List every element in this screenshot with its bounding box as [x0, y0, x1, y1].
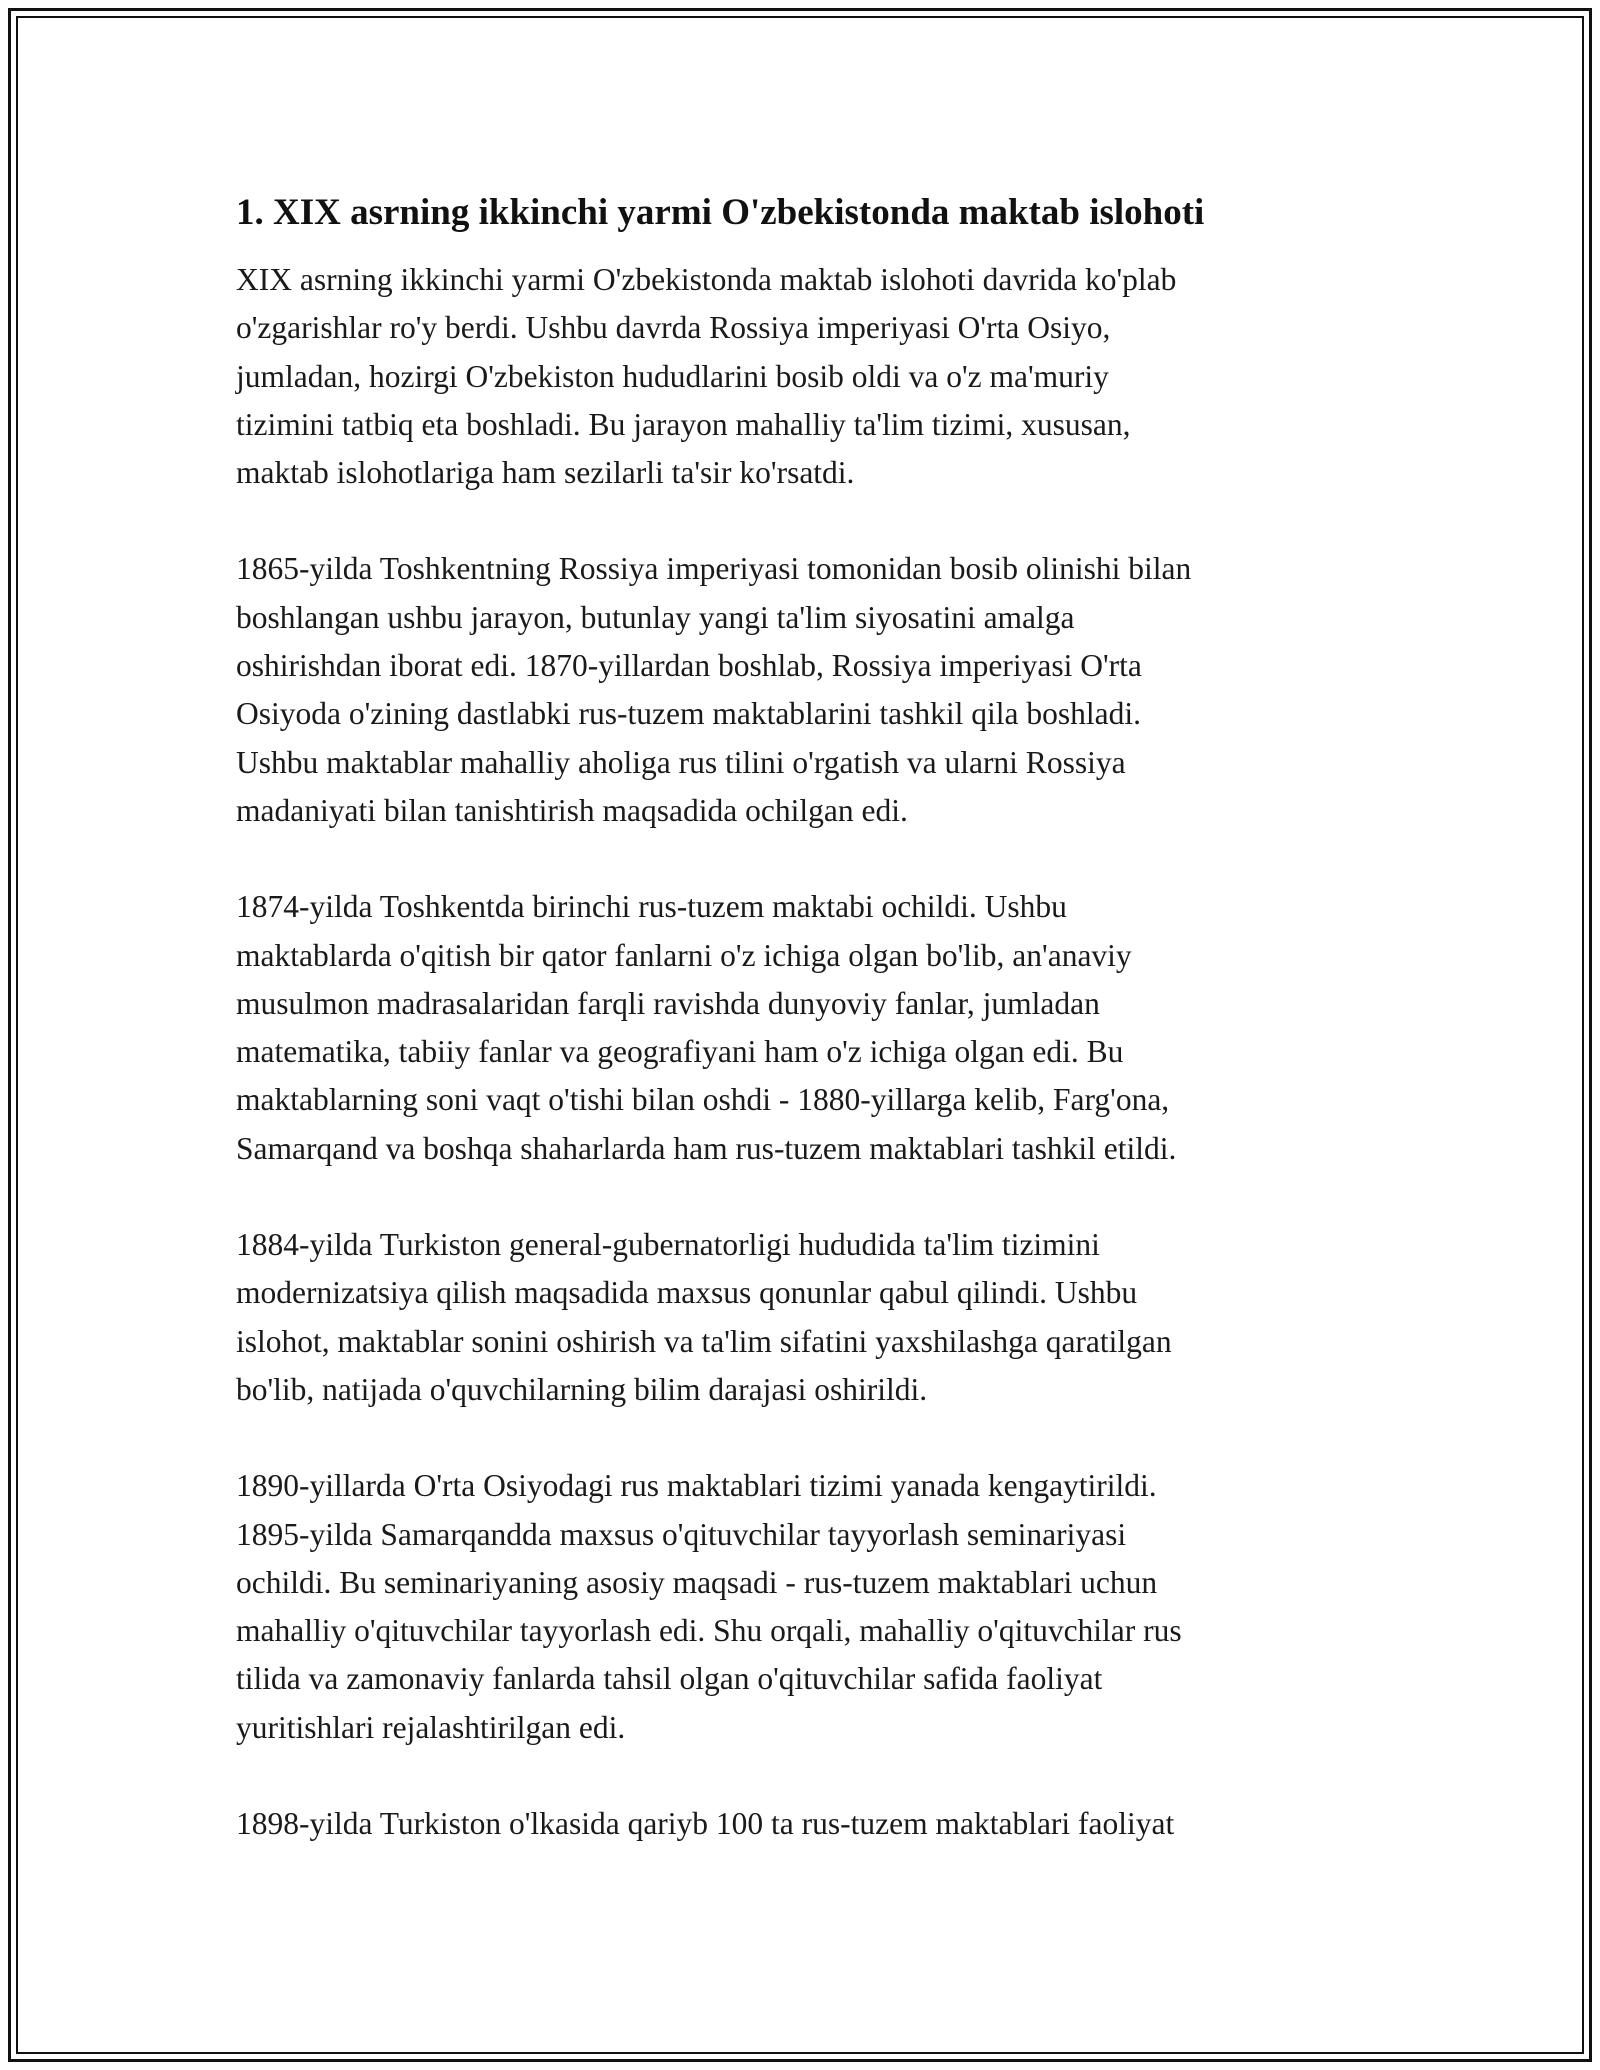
text-line: maktablarda o'qitish bir qator fanlarni o'z ichiga olgan bo'lib, an'anaviy — [236, 937, 1132, 973]
text-line: matematika, tabiiy fanlar va geografiyani ham o'z ichiga olgan edi. Bu — [236, 1034, 1124, 1070]
paragraph-list — [236, 256, 1366, 1848]
paragraph — [236, 1462, 1366, 1752]
text-line: Osiyoda o'zining dastlabki rus-tuzem maktablarini tashkil qila boshladi. — [236, 696, 1141, 732]
text-line: Ushbu maktablar mahalliy aholiga rus tilini o'rgatish va ularni Rossiya — [236, 744, 1126, 780]
text-line: mahalliy o'qituvchilar tayyorlash edi. Shu orqali, mahalliy o'qituvchilar rus — [236, 1613, 1182, 1649]
text-line: boshlangan ushbu jarayon, butunlay yangi ta'lim siyosatini amalga — [236, 599, 1075, 635]
text-line: 1874-yilda Toshkentda birinchi rus-tuzem maktabi ochildi. Ushbu — [236, 889, 1067, 925]
text-line: XIX asrning ikkinchi yarmi O'zbekistonda maktab islohoti davrida ko'plab — [236, 262, 1177, 297]
text-line: oshirishdan iborat edi. 1870-yillardan boshlab, Rossiya imperiyasi O'rta — [236, 648, 1142, 684]
document-body — [236, 188, 1366, 1896]
page-title: 1. XIX asrning ikkinchi yarmi O'zbekistonda maktab islohoti — [236, 192, 1205, 233]
text-line: madaniyati bilan tanishtirish maqsadida ochilgan edi. — [236, 792, 908, 828]
text-line: modernizatsiya qilish maqsadida maxsus qonunlar qabul qilindi. Ushbu — [236, 1275, 1138, 1311]
text-line: tizimini tatbiq eta boshladi. Bu jarayon mahalliy ta'lim tizimi, xususan, — [236, 406, 1131, 442]
paragraph — [236, 1221, 1366, 1414]
text-line: maktablarning soni vaqt o'tishi bilan oshdi - 1880-yillarga kelib, Farg'ona, — [236, 1082, 1170, 1118]
text-line: 1895-yilda Samarqandda maxsus o'qituvchilar tayyorlash seminariyasi — [236, 1516, 1127, 1552]
text-line: Samarqand va boshqa shaharlarda ham rus-tuzem maktablari tashkil etildi. — [236, 1130, 1177, 1166]
text-line: bo'lib, natijada o'quvchilarning bilim darajasi oshirildi. — [236, 1371, 928, 1407]
text-line: maktab islohotlariga ham sezilarli ta'sir ko'rsatdi. — [236, 455, 855, 491]
text-line: 1898-yilda Turkiston o'lkasida qariyb 100 ta rus-tuzem maktablari faoliyat — [236, 1806, 1175, 1842]
paragraph — [236, 545, 1366, 835]
text-line: tilida va zamonaviy fanlarda tahsil olgan o'qituvchilar safida faoliyat — [236, 1661, 1103, 1697]
text-line: 1884-yilda Turkiston general-gubernatorligi hududida ta'lim tizimini — [236, 1227, 1100, 1263]
paragraph — [236, 256, 1366, 497]
text-line: ochildi. Bu seminariyaning asosiy maqsadi - rus-tuzem maktablari uchun — [236, 1564, 1158, 1600]
text-line: 1865-yilda Toshkentning Rossiya imperiyasi tomonidan bosib olinishi bilan — [236, 551, 1192, 587]
text-line: 1890-yillarda O'rta Osiyodagi rus maktablari tizimi yanada kengaytirildi. — [236, 1468, 1157, 1504]
text-line: yuritishlari rejalashtirilgan edi. — [236, 1709, 626, 1745]
text-line: musulmon madrasalaridan farqli ravishda dunyoviy fanlar, jumladan — [236, 985, 1100, 1021]
text-line: jumladan, hozirgi O'zbekiston hududlarini bosib oldi va o'z ma'muriy — [236, 358, 1109, 394]
paragraph — [236, 1800, 1366, 1848]
paragraph — [236, 883, 1366, 1173]
text-line: islohot, maktablar sonini oshirish va ta'lim sifatini yaxshilashga qaratilgan — [236, 1323, 1172, 1359]
text-line: o'zgarishlar ro'y berdi. Ushbu davrda Rossiya imperiyasi O'rta Osiyo, — [236, 310, 1111, 346]
